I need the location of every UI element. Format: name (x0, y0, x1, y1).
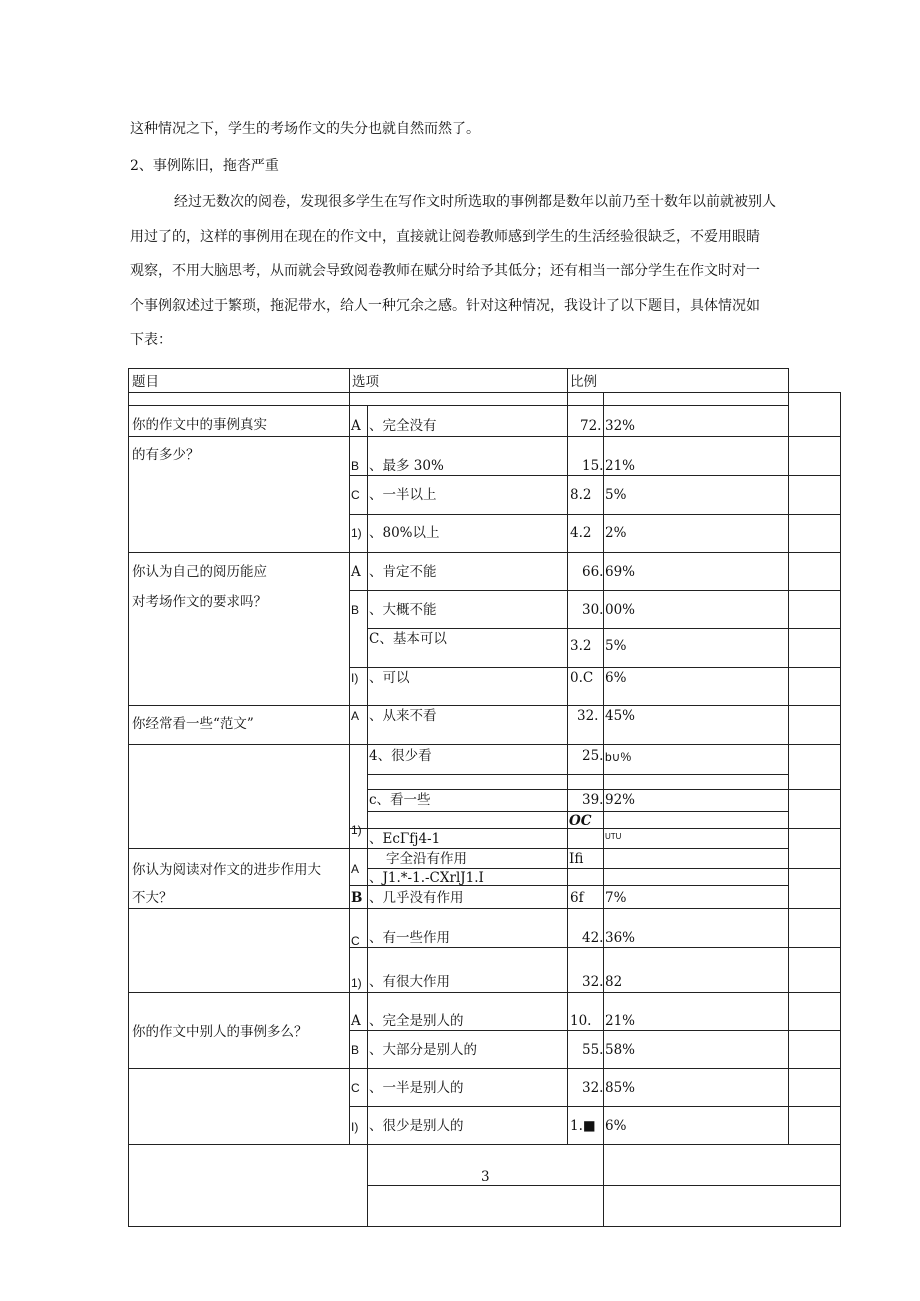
row-ratio-a: 15. (582, 458, 604, 474)
row-ratio-b: 36% (605, 930, 636, 946)
page-number: 3 (481, 1169, 490, 1185)
row-option: 、完全没有 (369, 418, 437, 434)
row-ratio-a: OC (569, 813, 592, 829)
grid-line (603, 392, 604, 1227)
grid-line (128, 405, 789, 406)
row-letter: A (351, 564, 361, 580)
grid-line (128, 1144, 841, 1145)
row-option: C、基本可以 (369, 631, 447, 647)
row-ratio-b: 6% (605, 670, 627, 686)
row-letter: I) (351, 1120, 359, 1134)
row-ratio-a: 10. (570, 1013, 592, 1029)
row-option: 、有很大作用 (369, 974, 450, 990)
row-ratio-a: 1.■ (570, 1118, 596, 1134)
row-ratio-a: 72. (580, 418, 602, 434)
grid-line (367, 868, 841, 869)
row-ratio-b: 92% (605, 792, 636, 808)
row-option: 、J1.*-1.-CXrlJ1.I (369, 870, 484, 886)
row-ratio-b: 7% (605, 890, 627, 906)
grid-line (349, 514, 841, 515)
row-letter: C (351, 1081, 360, 1095)
grid-line (840, 392, 841, 1227)
grid-line (128, 848, 789, 849)
row-ratio-b: 5% (605, 638, 627, 654)
grid-line (349, 1030, 841, 1031)
question-4-line-2: 不大？ (132, 890, 173, 906)
header-option: 选项 (352, 374, 379, 390)
grid-line (788, 368, 789, 1144)
row-option: 、大部分是别人的 (369, 1042, 477, 1058)
paragraph-1: 这种情况之下，学生的考场作文的失分也就自然而然了。 (130, 121, 480, 137)
row-ratio-a: 30. (582, 602, 604, 618)
row-option: 、最多 30% (369, 458, 444, 474)
row-letter: B (351, 459, 360, 473)
question-5-line-1: 你的作文中别人的事例多么？ (132, 1024, 308, 1040)
row-option: 、一半以上 (369, 487, 437, 503)
header-question: 题目 (132, 374, 159, 390)
grid-line (128, 368, 789, 369)
row-letter: B (351, 890, 363, 906)
grid-line (367, 405, 368, 1227)
paragraph-3-line-3: 观察，不用大脑思考，从而就会导致阅卷教师在赋分时给予其低分；还有相当一部分学生在作文时对一 (130, 263, 760, 279)
question-2-line-1: 你认为自己的阅历能应 (132, 564, 267, 580)
row-ratio-a: 66. (582, 564, 604, 580)
grid-line (128, 992, 841, 993)
row-ratio-b: 5% (605, 487, 627, 503)
grid-line (367, 1185, 841, 1186)
row-ratio-b: 32% (605, 418, 636, 434)
row-ratio-b: 00% (605, 602, 636, 618)
row-option: 字全沿有作用 (386, 851, 467, 867)
row-letter: 1) (351, 976, 362, 990)
row-ratio-a: Ifi (569, 851, 584, 867)
row-ratio-b: 6% (605, 1118, 627, 1134)
paragraph-3-line-5: 下表： (130, 332, 172, 348)
row-option: 、几乎没有作用 (369, 890, 464, 906)
grid-line (367, 811, 789, 812)
row-option: c、看一些 (369, 792, 431, 808)
row-letter: C (351, 488, 360, 502)
row-ratio-a: 3.2 (570, 638, 592, 654)
row-letter: I) (351, 671, 359, 685)
question-3-line-1: 你经常看一些“范文” (132, 716, 254, 732)
row-ratio-b: 2% (605, 525, 627, 541)
row-letter: 1) (351, 823, 362, 837)
row-ratio-a: 32. (582, 974, 604, 990)
grid-line (349, 475, 841, 476)
row-ratio-b: 58% (605, 1042, 636, 1058)
grid-line (128, 705, 841, 706)
row-ratio-a: 6f (570, 890, 584, 906)
grid-line (349, 368, 350, 1144)
row-letter: A (351, 709, 360, 723)
paragraph-3-line-2: 用过了的，这样的事例用在现在的作文中，直接就让阅卷教师感到学生的生活经验很缺乏，不爱用眼睛 (130, 229, 760, 245)
row-letter: A (351, 862, 360, 876)
row-letter: A (351, 418, 361, 434)
paragraph-3-line-1: 经过无数次的阅卷，发现很多学生在写作文时所选取的事例都是数年以前乃至十数年以前就被别人 (174, 194, 776, 210)
grid-line (367, 789, 841, 790)
row-ratio-b: 85% (605, 1080, 636, 1096)
grid-line (128, 1068, 841, 1069)
row-option: 、肯定不能 (369, 564, 437, 580)
grid-line (128, 744, 841, 745)
grid-line (349, 667, 841, 668)
row-option: 、很少是别人的 (369, 1118, 464, 1134)
row-letter: B (351, 603, 360, 617)
row-ratio-b: 21% (605, 458, 636, 474)
question-1-line-2: 的有多少？ (132, 447, 200, 463)
row-ratio-b: 69% (605, 564, 636, 580)
row-option: 、有一些作用 (369, 930, 450, 946)
row-option: 、80%以上 (369, 525, 440, 541)
row-letter: B (351, 1043, 360, 1057)
row-ratio-a: 4.2 (570, 525, 592, 541)
row-letter: 1) (351, 526, 362, 540)
row-option: 、一半是别人的 (369, 1080, 464, 1096)
question-2-line-2: 对考场作文的要求吗？ (132, 594, 267, 610)
row-letter: A (351, 1013, 361, 1029)
row-ratio-b: 21% (605, 1013, 636, 1029)
row-ratio-a: 42. (582, 930, 604, 946)
row-ratio-a: 8.2 (570, 487, 592, 503)
grid-line (349, 947, 841, 948)
row-ratio-b: 45% (605, 708, 636, 724)
row-ratio-a: 0.C (570, 670, 594, 686)
row-ratio-a: 39. (582, 792, 604, 808)
grid-line (128, 908, 841, 909)
row-option: 、从来不看 (369, 708, 437, 724)
header-ratio: 比例 (570, 374, 597, 390)
row-option: 、完全是别人的 (369, 1013, 464, 1029)
row-option: 、EcΓfj4-1 (369, 831, 441, 847)
grid-line (567, 368, 568, 1144)
row-letter: C (351, 934, 360, 948)
row-option: 、大概不能 (369, 602, 437, 618)
question-1-line-1: 你的作文中的事例真实 (132, 417, 267, 433)
grid-line (349, 828, 841, 829)
question-4-line-1: 你认为阅读对作文的进步作用大 (132, 862, 321, 878)
grid-line (128, 392, 841, 393)
grid-line (349, 590, 841, 591)
row-option: 、可以 (369, 670, 410, 686)
row-ratio-b: 82 (605, 974, 623, 990)
grid-line (367, 628, 841, 629)
section-heading: 2、事例陈旧，拖沓严重 (130, 158, 279, 174)
row-option: 4、很少看 (369, 748, 432, 764)
grid-line (349, 1106, 841, 1107)
row-ratio-a: 55. (582, 1042, 604, 1058)
grid-line (367, 774, 789, 775)
grid-line (128, 552, 841, 553)
paragraph-3-line-4: 个事例叙述过于繁琐，拖泥带水，给人一种冗余之感。针对这种情况，我设计了以下题目，具体情况如 (130, 298, 760, 314)
row-ratio-a: 32. (577, 708, 599, 724)
row-ratio-b: b∪% (605, 750, 632, 764)
row-ratio-b: UTU (605, 832, 622, 841)
grid-line (128, 368, 129, 1227)
grid-line (128, 436, 841, 437)
row-ratio-a: 32. (582, 1080, 604, 1096)
grid-line (128, 1226, 841, 1227)
row-ratio-a: 25. (582, 748, 604, 764)
